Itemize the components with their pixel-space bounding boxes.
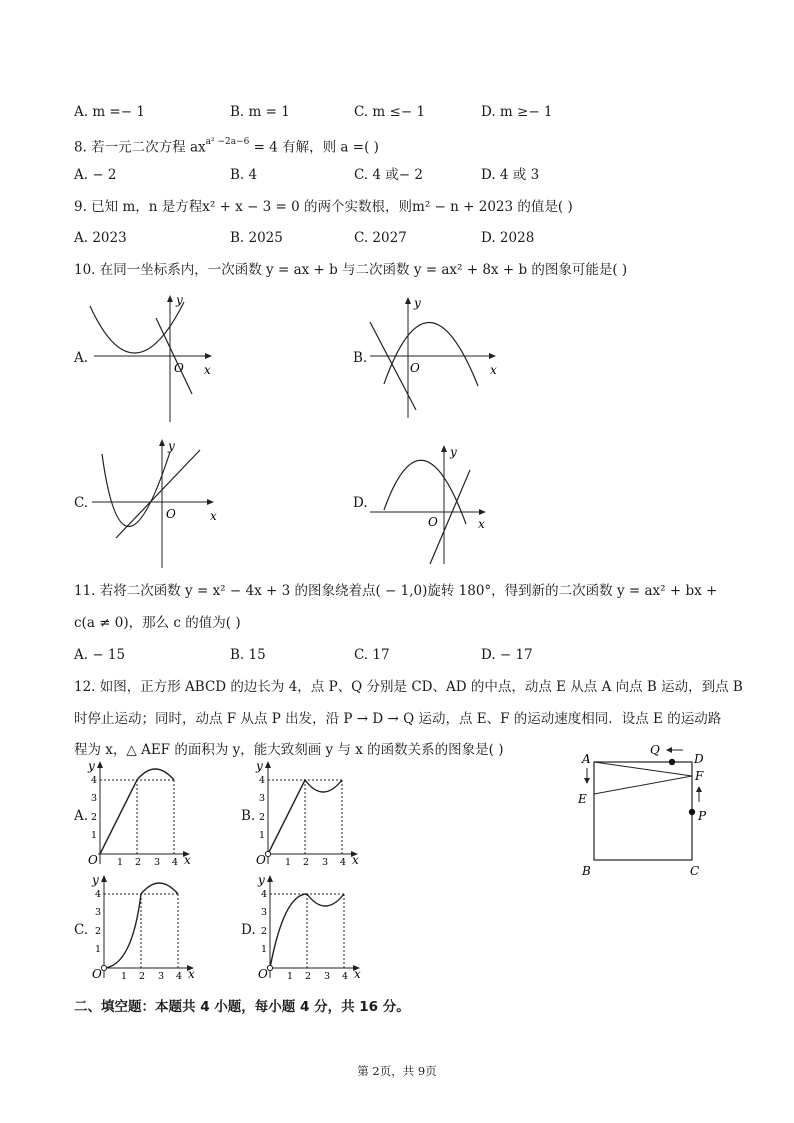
q12a-xtick-4: 4 [172,857,179,868]
square-point-e: E [578,792,587,806]
q12d-x-label: x [354,967,361,981]
q9-stem: 9. 已知 m，n 是方程x² + x − 3 = 0 的两个实数根，则m² − n + 2023 的值是( ) [74,199,573,215]
q12a-xtick-2: 2 [135,857,142,868]
q11-options [0,644,794,666]
q10b-x-label: x [490,363,497,377]
q12a-origin: O [88,853,98,867]
q11-option-a: A. − 15 [74,647,126,663]
q11-line1: 11. 若将二次函数 y = x² − 4x + 3 的图象绕着点( − 1,0)旋转 180°，得到新的二次函数 y = ax² + bx + [74,583,718,599]
q10-label-c: C. [74,495,89,511]
q12b-xtick-1: 1 [285,857,292,868]
q8-exponent: a² −2a−6 [205,137,250,147]
section2-title: 二、填空题：本题共 4 小题，每小题 4 分，共 16 分。 [74,999,410,1015]
q11-option-d: D. − 17 [481,647,533,663]
q12b-xtick-2: 2 [303,857,310,868]
page-footer: 第 2页，共 9页 [357,1064,437,1078]
q12b-ytick-2: 2 [259,812,266,823]
q12d-origin: O [258,967,268,981]
q12a-ytick-4: 4 [91,775,98,786]
q10d-origin: O [428,515,438,529]
q12c-origin: O [92,967,102,981]
square-point-c: C [690,864,700,878]
q11-option-b: B. 15 [230,647,266,663]
q10-graph-a [86,290,218,425]
q9-option-c: C. 2027 [354,230,407,246]
square-point-b: B [582,864,591,878]
q9-option-b: B. 2025 [230,230,283,246]
q10b-y-label: y [414,296,421,310]
square-point-a: A [582,752,591,766]
q12c-xtick-1: 1 [121,971,128,982]
q12-graph-d [254,872,364,982]
q8-option-b: B. 4 [230,167,258,183]
q12d-ytick-3: 3 [261,907,268,918]
q10-label-d: D. [353,495,368,511]
q10-label-a: A. [74,350,89,366]
q12a-xtick-1: 1 [117,857,124,868]
q12b-origin: O [256,853,266,867]
q11-option-c: C. 17 [354,647,390,663]
q12b-xtick-3: 3 [322,857,329,868]
square-point-f: F [695,769,704,783]
q12c-ytick-1: 1 [95,944,102,955]
q8-stem [74,133,379,159]
q10d-y-label: y [450,445,457,459]
q12-line3: 程为 x，△ AEF 的面积为 y，能大致刻画 y 与 x 的函数关系的图象是( ) [74,742,504,758]
q10a-origin: O [174,361,184,375]
q12c-ytick-4: 4 [95,889,102,900]
q11-line2: c(a ≠ 0)，那么 c 的值为( ) [74,615,241,631]
q12a-xtick-3: 3 [154,857,161,868]
q7-option-a: A. m =− 1 [74,104,145,120]
q10-graph-c [88,434,220,572]
q12-label-d: D. [241,922,256,938]
q10c-y-label: y [168,439,175,453]
q12a-ytick-2: 2 [91,812,98,823]
q12a-ytick-1: 1 [91,830,98,841]
q12b-y-label: y [256,759,263,773]
q10b-origin: O [410,361,420,375]
q12-label-c: C. [74,922,89,938]
q7-option-d: D. m ≥− 1 [481,104,553,120]
q7-option-c: C. m ≤− 1 [354,104,426,120]
q10c-x-label: x [210,509,217,523]
q12c-ytick-2: 2 [95,926,102,937]
q8-option-c: C. 4 或− 2 [354,167,424,183]
square-point-q: Q [650,743,660,757]
q12c-xtick-3: 3 [158,971,165,982]
q12b-ytick-4: 4 [259,775,266,786]
q8-stem-after: = 4 有解，则 a =( ) [249,139,379,156]
square-point-p: P [698,809,707,823]
q8-option-d: D. 4 或 3 [481,167,540,183]
q8-option-a: A. − 2 [74,167,117,183]
q12d-xtick-2: 2 [305,971,312,982]
q8-stem-before: 8. 若一元二次方程 ax [74,139,206,156]
q9-options [0,227,794,249]
q12-square-figure [568,736,728,882]
q12-graph-b [252,758,362,868]
q12d-ytick-1: 1 [261,944,268,955]
q10-graph-b [366,292,500,420]
q12c-xtick-4: 4 [176,971,183,982]
q12-line2: 时停止运动；同时，动点 F 从点 P 出发，沿 P → D → Q 运动，点 E、F 的运动速度相同．设点 E 的运动路 [74,711,722,727]
q7-option-b: B. m = 1 [230,104,290,120]
q10a-x-label: x [204,363,211,377]
q12d-xtick-1: 1 [287,971,294,982]
q12-graph-c [88,872,198,982]
q12d-ytick-2: 2 [261,926,268,937]
q10d-x-label: x [478,517,485,531]
square-point-d: D [694,752,704,766]
q12b-ytick-3: 3 [259,793,266,804]
q12d-y-label: y [258,873,265,887]
q10c-origin: O [166,507,176,521]
q12b-xtick-4: 4 [340,857,347,868]
q10a-y-label: y [176,293,183,307]
q12-line1: 12. 如图，正方形 ABCD 的边长为 4，点 P、Q 分别是 CD、AD 的中点，动点 E 从点 A 向点 B 运动，到点 B [74,679,743,695]
q10-label-b: B. [353,350,368,366]
q8-options [0,164,794,186]
q12b-ytick-1: 1 [259,830,266,841]
q12-graph-a [84,758,194,868]
q12a-x-label: x [184,853,191,867]
q12-label-a: A. [74,808,89,824]
q12d-ytick-4: 4 [261,889,268,900]
q12-label-b: B. [241,808,256,824]
q10-stem: 10. 在同一坐标系内，一次函数 y = ax + b 与二次函数 y = ax² + 8x + b 的图象可能是( ) [74,262,628,278]
q12b-x-label: x [352,853,359,867]
q7-options [0,101,794,123]
q12c-xtick-2: 2 [139,971,146,982]
q9-option-d: D. 2028 [481,230,535,246]
q10-graph-d [366,440,492,568]
q12d-xtick-3: 3 [324,971,331,982]
q12d-xtick-4: 4 [342,971,349,982]
q12a-ytick-3: 3 [91,793,98,804]
q12c-y-label: y [92,873,99,887]
q12c-ytick-3: 3 [95,907,102,918]
q12c-x-label: x [188,967,195,981]
q9-option-a: A. 2023 [74,230,127,246]
q12a-y-label: y [88,759,95,773]
